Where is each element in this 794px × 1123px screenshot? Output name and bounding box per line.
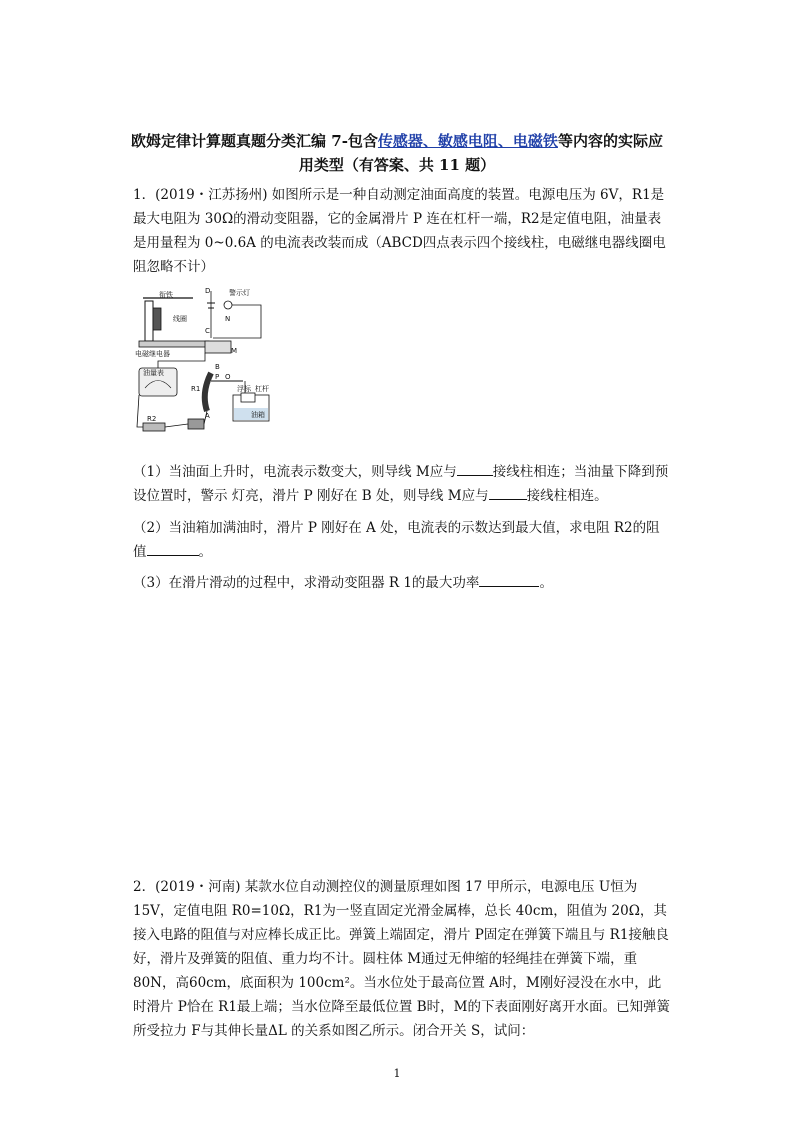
q1-part3-text-a: （3）在滑片滑动的过程中，求滑动变阻器 R 1的最大功率 [133,575,480,591]
slider-p-label: P [215,373,220,381]
point-a-label: A [205,412,210,420]
document-title [130,129,664,177]
pivot-o-label: O [225,373,231,381]
q1-part1-text-a: （1）当油面上升时，电流表示数变大，则导线 M应与 [133,464,457,480]
q1-part3 [133,571,673,595]
title-link[interactable]: 传感器、敏感电阻、电磁铁 [377,132,558,150]
q1-part2-text-a: （2）当油箱加满油时，滑片 P 刚好在 A 处，电流表的示数达到最大值，求电阻 R2的阻值 [133,520,660,560]
q1-part1-text-c: 接线柱相连。 [526,488,608,504]
page-number: 1 [393,1067,401,1080]
tank-label: 油箱 [251,411,265,419]
title-part1: 欧姆定律计算题真题分类汇编 7-包含 [131,132,378,150]
contact-n-label: N [225,315,231,323]
q1-part2-text-b: 。 [198,544,212,560]
contact-d-label: D [205,287,211,295]
r1-label: R1 [191,385,201,393]
answer-blank-3[interactable] [147,541,199,556]
meter-label: 油量表 [143,369,164,377]
q1-part1-text-b: 接线柱相连；当油量下降到预设位置时，警示 灯亮，滑片 P 刚好在 B 处，则导线 M应与 [133,464,669,504]
relay-label: 电磁继电器 [135,350,170,358]
contact-c-label: C [205,327,210,335]
oil-level-circuit-figure [133,283,273,438]
armature-label: 衔铁 [159,291,173,299]
answer-blank-4[interactable] [479,572,539,587]
coil-label: 线圈 [173,315,187,323]
q1-intro: 1．(2019・江苏扬州) 如图所示是一种自动测定油面高度的装置。电源电压为 6V，R1是最大电阻为 30Ω的滑动变阻器，它的金属滑片 P 连在杠杆一端，R2是定值电阻，油量表是用量程为 0~0.6A 的电流表改装而成（ABCD四点表示四个接线柱，电磁继电器线圈电阻忽略不计） [133,187,666,275]
title-part2: 等内容的实际应用类型（有答案、共 11 题） [298,132,663,174]
answer-blank-1[interactable] [457,461,493,476]
r2-label: R2 [147,415,157,423]
contact-m-label: M [231,347,238,355]
point-b-label: B [215,363,220,371]
answer-blank-2[interactable] [489,485,527,500]
q2-text: 2．(2019・河南) 某款水位自动测控仪的测量原理如图 17 甲所示，电源电压 U恒为15V，定值电阻 R0=10Ω，R1为一竖直固定光滑金属棒，总长 40cm，阻值为 20Ω，其接入电路的阻值与对应棒长成正比。弹簧上端固定，滑片 P固定在弹簧下端且与 R1接触良好，滑片及弹簧的阻值、重力均不计。圆柱体 M通过无伸缩的轻绳挂在弹簧下端，重 80N，高60cm，底面积为 100cm²。当水位处于最高位置 A时，M刚好浸没在水中，此时滑片 P恰在 R1最上端；当水位降至最低位置 B时，M的下表面刚好离开水面。已知弹簧所受拉力 F与其伸长量ΔL 的关系如图乙所示。闭合开关 S，试问： [133,879,670,1039]
q1-part3-text-b: 。 [539,575,553,591]
float-label: 浮标 [237,385,251,393]
lamp-label: 警示灯 [229,289,250,297]
q1-part2 [133,516,673,564]
q1-part1 [133,460,673,508]
lever-label: 杠杆 [255,385,269,393]
